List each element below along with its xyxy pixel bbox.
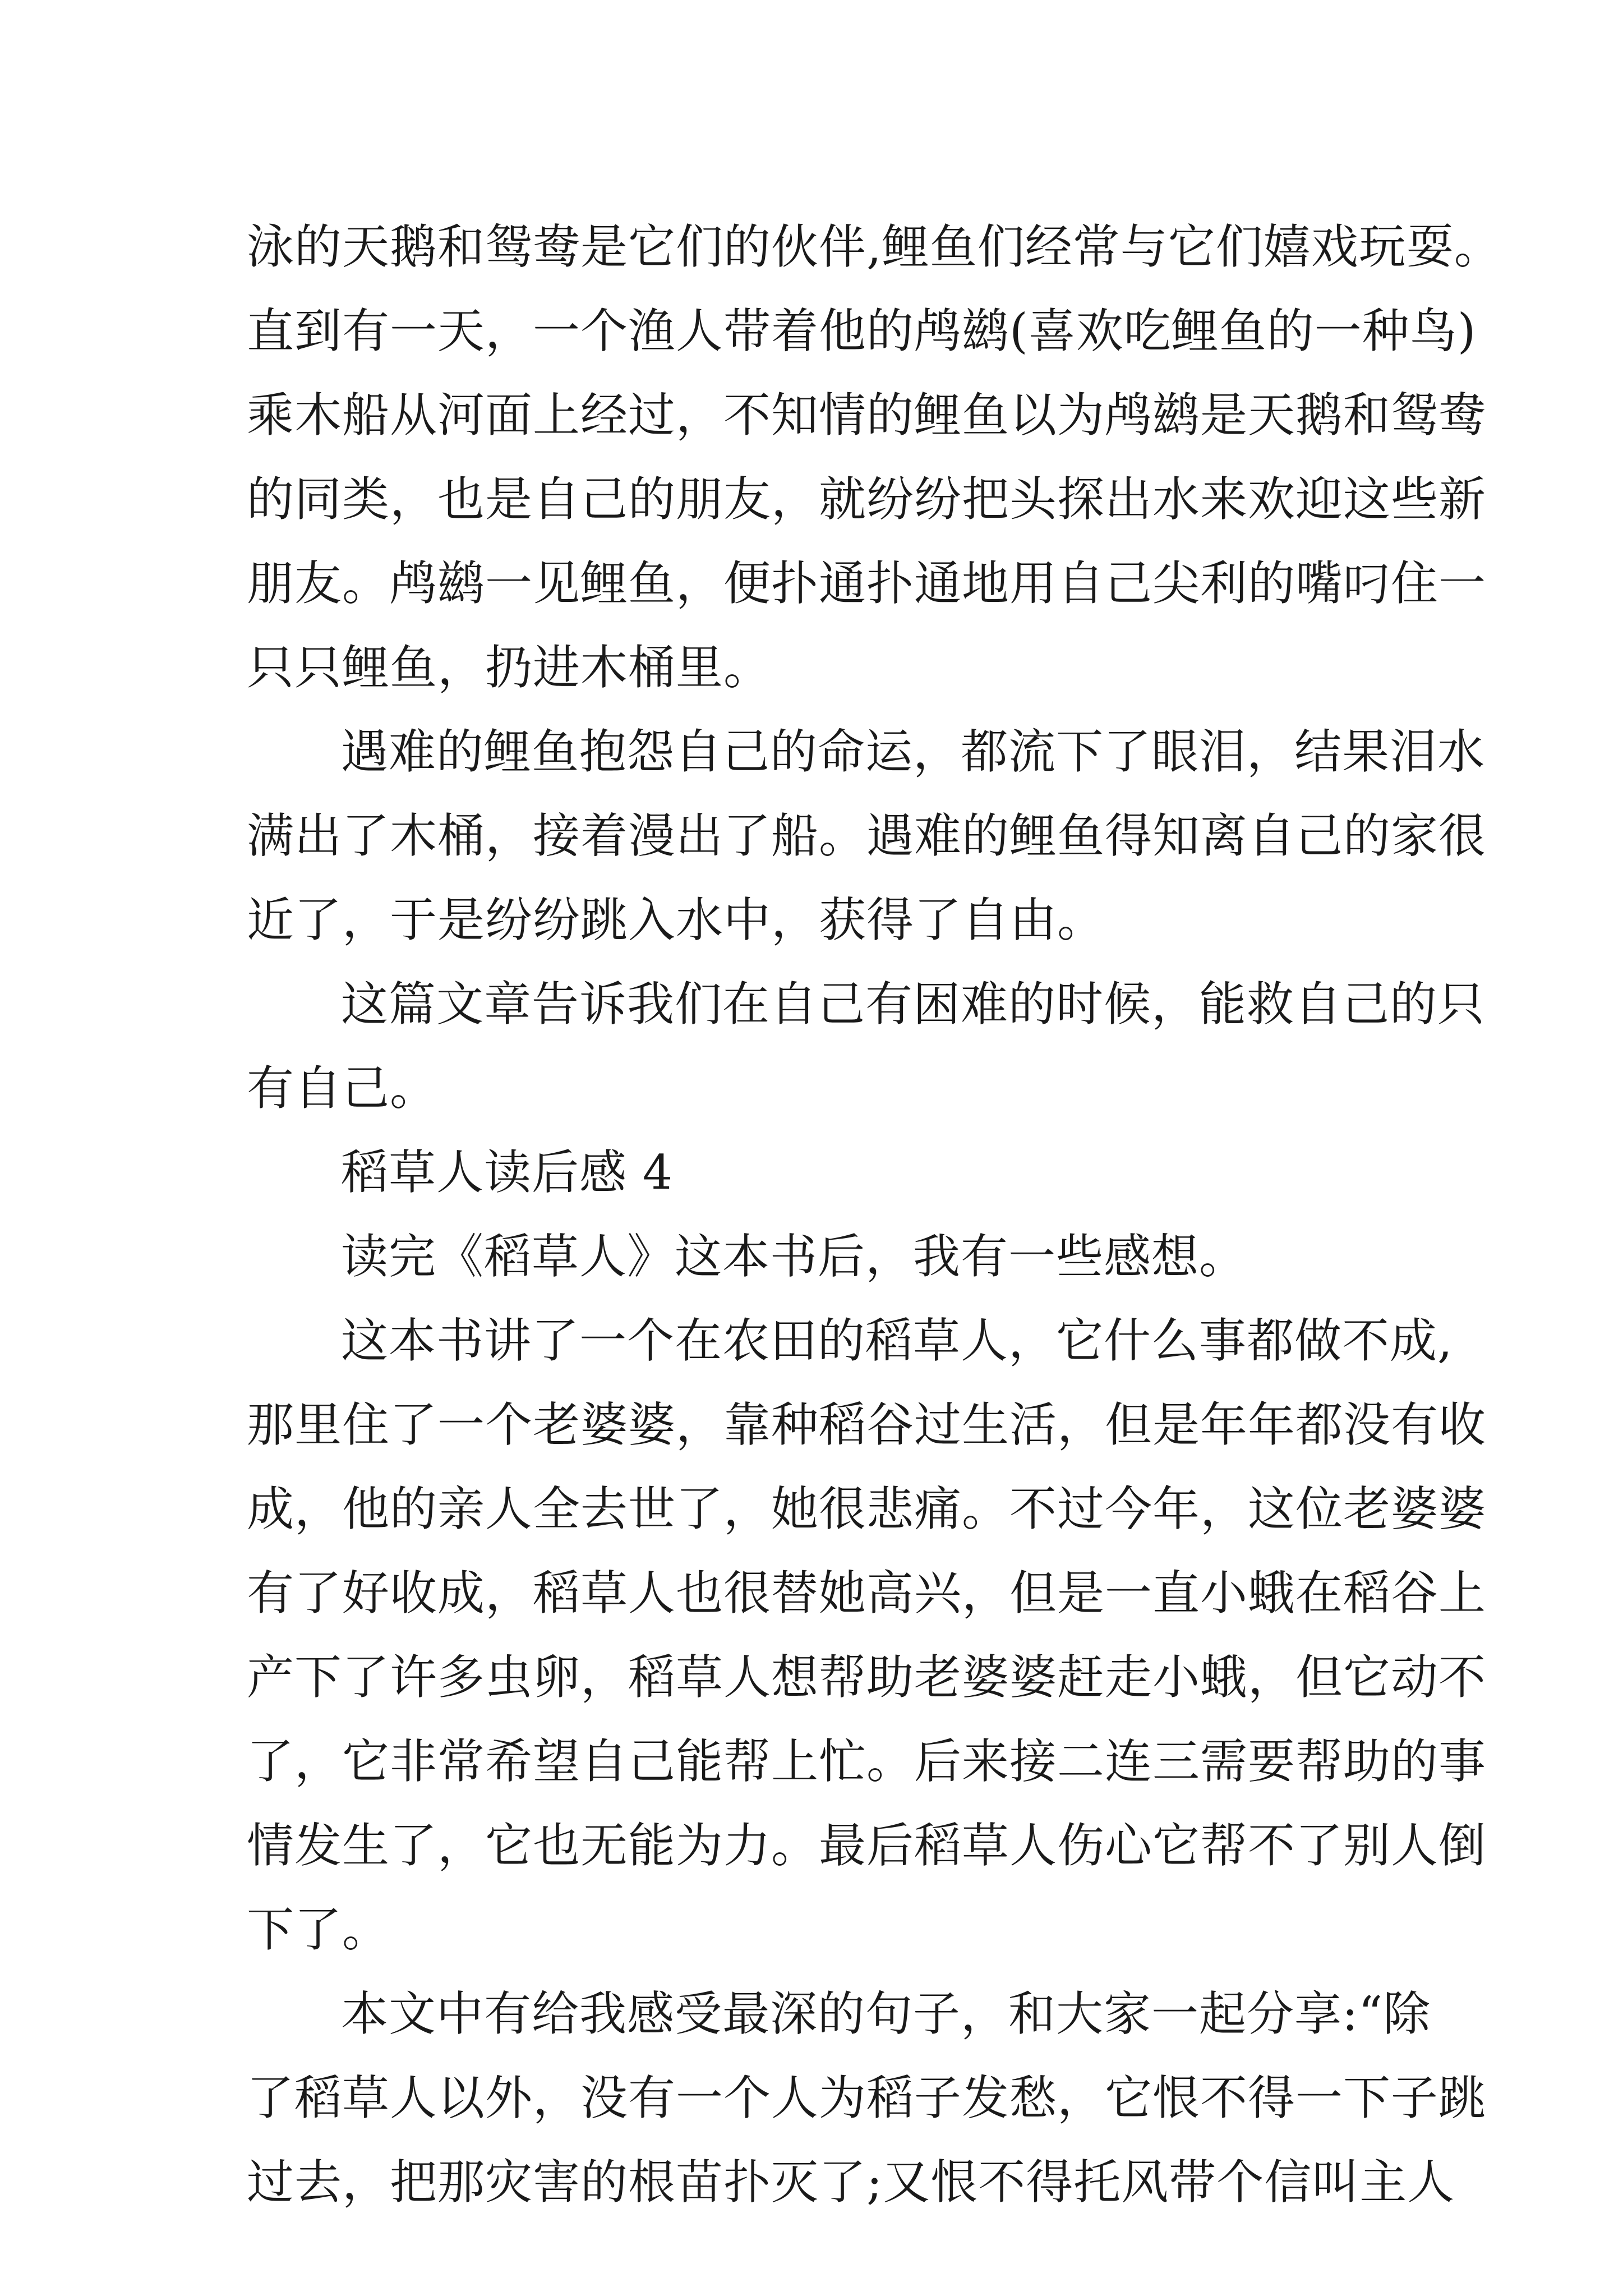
text-line-4: 的同类，也是自己的朋友，就纷纷把头探出水来欢迎这些新	[247, 472, 1487, 527]
text-line-24: 过去，把那灾害的根苗扑灭了;又恨不得托风带个信叫主人	[247, 2155, 1455, 2210]
document-body	[247, 205, 1502, 2224]
text-line-13: 读完《稻草人》这本书后，我有一些感想。	[341, 1229, 1247, 1284]
text-line-9: 近了，于是纷纷跳入水中，获得了自由。	[247, 892, 1105, 947]
text-line-22: 本文中有给我感受最深的句子，和大家一起分享:“除	[341, 1986, 1431, 2041]
text-line-17: 有了好收成，稻草人也很替她高兴，但是一直小蛾在稻谷上	[247, 1566, 1487, 1621]
text-line-23: 了稻草人以外，没有一个人为稻子发愁，它恨不得一下子跳	[247, 2070, 1487, 2125]
text-line-1: 泳的天鹅和鸳鸯是它们的伙伴,鲤鱼们经常与它们嬉戏玩耍。	[247, 219, 1502, 274]
text-line-6: 只只鲤鱼，扔进木桶里。	[247, 640, 772, 695]
text-line-19: 了，它非常希望自己能帮上忙。后来接二连三需要帮助的事	[247, 1734, 1487, 1789]
text-line-21: 下了。	[247, 1902, 390, 1957]
text-line-2: 直到有一天，一个渔人带着他的鸬鹚(喜欢吃鲤鱼的一种鸟)	[247, 303, 1477, 358]
text-line-15: 那里住了一个老婆婆，靠种稻谷过生活，但是年年都没有收	[247, 1397, 1487, 1452]
text-line-14: 这本书讲了一个在农田的稻草人，它什么事都做不成,	[341, 1313, 1453, 1368]
text-line-7: 遇难的鲤鱼抱怨自己的命运，都流下了眼泪，结果泪水	[341, 724, 1486, 779]
text-line-10: 这篇文章告诉我们在自己有困难的时候，能救自己的只	[341, 977, 1486, 1032]
text-line-18: 产下了许多虫卵，稻草人想帮助老婆婆赶走小蛾，但它动不	[247, 1650, 1487, 1705]
text-line-11: 有自己。	[247, 1061, 438, 1116]
text-line-3: 乘木船从河面上经过，不知情的鲤鱼以为鸬鹚是天鹅和鸳鸯	[247, 388, 1487, 443]
text-line-16: 成，他的亲人全去世了，她很悲痛。不过今年，这位老婆婆	[247, 1481, 1487, 1536]
text-line-5: 朋友。鸬鹚一见鲤鱼，便扑通扑通地用自己尖利的嘴叼住一	[247, 556, 1487, 611]
text-line-8: 满出了木桶，接着漫出了船。遇难的鲤鱼得知离自己的家很	[247, 808, 1487, 863]
section-heading: 稻草人读后感 4	[341, 1145, 674, 1200]
text-line-20: 情发生了，它也无能为力。最后稻草人伤心它帮不了别人倒	[247, 1818, 1487, 1873]
